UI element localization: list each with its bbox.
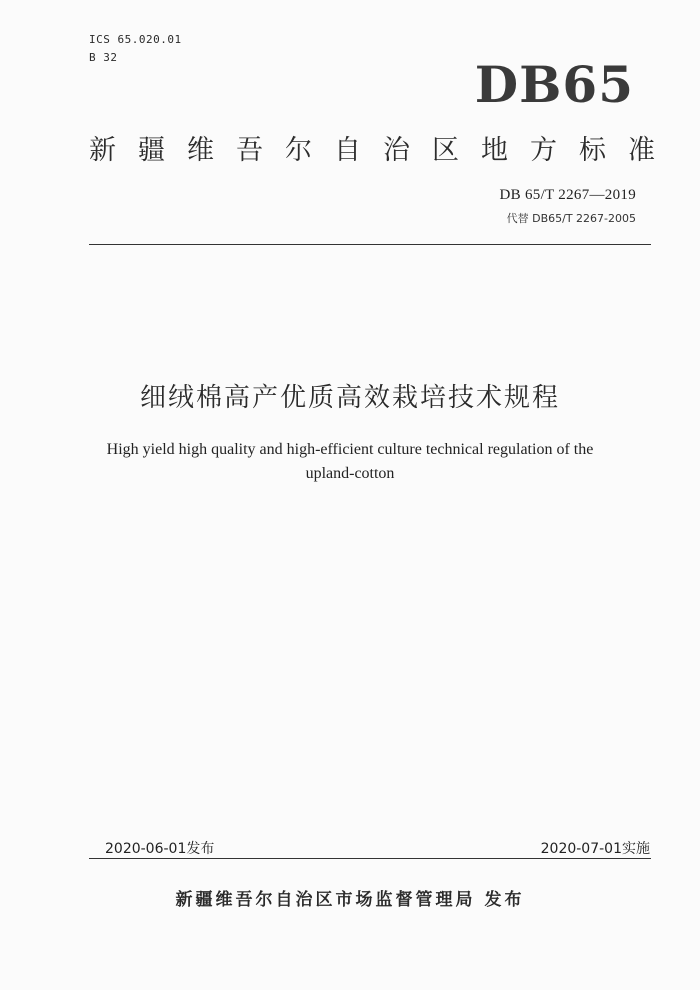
classification-code: B 32 (89, 51, 118, 64)
standard-type-char: 吾 (236, 135, 263, 166)
standard-number: DB 65/T 2267—2019 (499, 187, 636, 203)
standard-type-char: 治 (383, 135, 410, 166)
top-divider (89, 244, 651, 245)
standard-type-char: 标 (579, 135, 606, 166)
ics-code: ICS 65.020.01 (89, 33, 182, 46)
issue-date: 2020-06-01发布 (105, 841, 215, 857)
document-title-chinese: 细绒棉高产优质高效栽培技术规程 (139, 383, 560, 413)
standard-type-char: 地 (481, 135, 508, 166)
replaces-standard: 代替 DB65/T 2267-2005 (506, 212, 636, 225)
standard-type-char: 维 (187, 135, 214, 166)
standard-type-char: 区 (432, 135, 459, 166)
standard-type-char: 尔 (285, 135, 312, 166)
implementation-date: 2020-07-01实施 (540, 841, 650, 857)
bottom-divider (89, 858, 651, 859)
standard-type-char: 疆 (138, 135, 165, 166)
standard-type-heading (89, 133, 655, 169)
document-title-english: High yield high quality and high-efficient culture technical regulation of the upland-cotton (106, 441, 594, 482)
standard-type-char: 新 (89, 135, 116, 166)
publisher: 新疆维吾尔自治区市场监督管理局 发布 (175, 890, 525, 910)
standard-type-char: 自 (334, 135, 361, 166)
db65-logo: DB65 (474, 55, 634, 114)
standard-type-char: 方 (530, 135, 557, 166)
standard-type-char: 准 (628, 135, 655, 166)
